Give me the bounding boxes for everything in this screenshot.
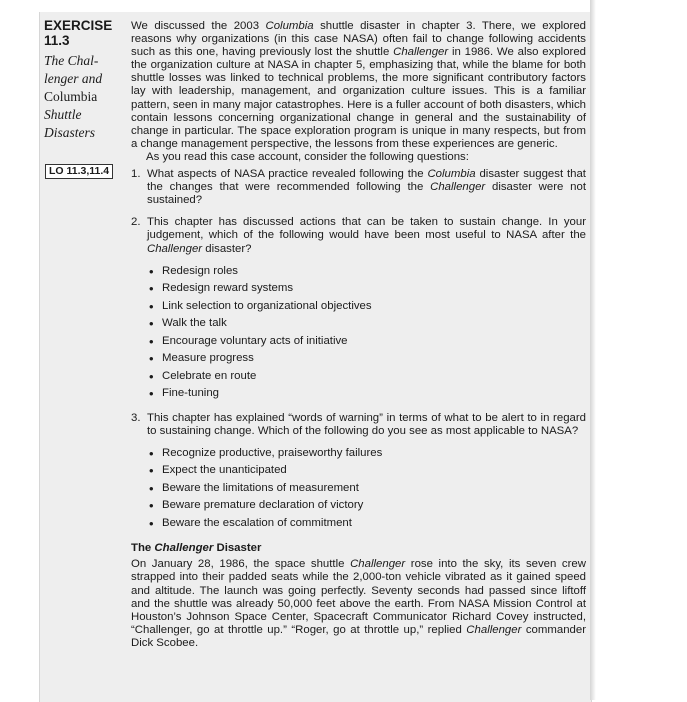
question-number: 3. (131, 411, 141, 424)
option-text: Encourage voluntary acts of initiative (162, 334, 348, 347)
title-line: Columbia (44, 89, 98, 104)
intro-prompt: As you read this case account, consider the following questions: (146, 150, 469, 163)
list-item (147, 462, 586, 480)
question-item (131, 216, 586, 402)
text-run: shuttle disaster in chapter 3. There, we explored reasons why organizations (in this case NASA) often fail to change following accidents such as this one, having previously lost the shuttle (131, 20, 586, 59)
section-heading (131, 542, 586, 555)
bullet: • (149, 386, 154, 402)
list-item (147, 298, 586, 316)
bullet: • (149, 368, 154, 384)
question-item (131, 168, 586, 207)
text-run: disaster? (202, 242, 252, 255)
text-run: commander Dick Scobee. (131, 623, 586, 649)
list-item (147, 385, 586, 403)
title-line: Disasters (44, 125, 96, 140)
text-run: We discussed the 2003 (131, 20, 266, 32)
bullet: • (149, 281, 154, 297)
list-item (147, 315, 586, 333)
bullet: • (149, 515, 154, 531)
text-run: Challenger (466, 623, 522, 636)
option-text: Walk the talk (162, 317, 227, 330)
text-run: This chapter has discussed actions that can be taken to sustain change. In your judgement, which of the following would have been most useful to NASA after the (147, 216, 586, 242)
bullet: • (149, 351, 154, 367)
title-word: and (81, 71, 103, 86)
option-list (147, 263, 586, 403)
text-run: What aspects of NASA practice revealed following the (147, 168, 428, 181)
list-item (147, 445, 586, 463)
option-text: Beware the escalation of commitment (162, 516, 352, 529)
option-text: Celebrate en route (162, 369, 257, 382)
question-number: 1. (131, 168, 141, 181)
list-item (147, 350, 586, 368)
option-text: Redesign reward systems (162, 282, 294, 295)
option-text: Beware premature declaration of victory (162, 499, 364, 512)
learning-objective-badge: LO 11.3,11.4 (45, 164, 113, 179)
text-run: Challenger (430, 181, 486, 194)
text-run: Challenger (393, 46, 449, 59)
option-text: Fine-tuning (162, 387, 219, 400)
bullet: • (149, 298, 154, 314)
bullet: • (149, 463, 154, 479)
exercise-number: 11.3 (44, 33, 70, 48)
text-run: Columbia (265, 20, 314, 32)
list-item (147, 368, 586, 386)
text-run: Disaster (213, 542, 262, 555)
text-run: rose into the sky, its seven crew strapped into their padded seats while the 2,000-ton vehicle vibrated as it gained speed and altitude. The launch was going perfectly. Seventy seconds had passed since liftoff and the shuttle was already 50,000 feet above the earth. From NASA Mission Control at Houston’s Johnson Space Center, Spacecraft Communicator Richard Covey instructed, “Challenger, go at throttle up.” “Roger, go at throttle up,” replied (131, 558, 586, 636)
title-line: Shuttle (44, 107, 82, 122)
text-run: On January 28, 1986, the space shuttle (131, 558, 351, 571)
bullet: • (149, 263, 154, 279)
bullet: • (149, 498, 154, 514)
bullet: • (149, 316, 154, 332)
option-text: Recognize productive, praiseworthy failures (162, 446, 383, 459)
option-text: Link selection to organizational objectives (162, 299, 372, 312)
text-run: Challenger (154, 542, 214, 555)
title-word: lenger (44, 71, 79, 86)
title-line: The Chal- (44, 53, 99, 68)
exercise-title (44, 52, 126, 142)
list-item (147, 263, 586, 281)
page-edge-shadow (590, 0, 596, 700)
text-run: disaster were not sustained? (147, 181, 586, 207)
question-list (131, 168, 586, 532)
text-run: The (131, 542, 155, 555)
section-paragraph (131, 558, 586, 650)
title-line (44, 70, 126, 88)
text-run: in 1986. We also explored the organization culture at NASA in chapter 5, emphasizing that, while the blame for both shuttle losses was linked to technical problems, the more significant contributory factors lay with leadership, management, and organization culture issues. This is a familiar pattern, seen in many major catastrophes. Here is a fuller account of both disasters, which contain lessons concerning organizational change in general and the sustainability of change in particular. The space exploration program is unique in many respects, but from a change management perspective, the lessons from these experiences are generic. (131, 46, 586, 150)
list-item (147, 333, 586, 351)
option-text: Redesign roles (162, 264, 238, 277)
bullet: • (149, 480, 154, 496)
list-item (147, 497, 586, 515)
option-text: Expect the unanticipated (162, 464, 287, 477)
bullet: • (149, 333, 154, 349)
option-text: Measure progress (162, 352, 254, 365)
bullet: • (149, 445, 154, 461)
list-item (147, 515, 586, 533)
option-list (147, 445, 586, 533)
question-item (131, 412, 586, 533)
question-number: 2. (131, 216, 141, 229)
list-item (147, 280, 586, 298)
text-run: Challenger (350, 558, 406, 571)
exercise-sidebar (44, 18, 126, 142)
intro-paragraph (131, 20, 586, 151)
text-run: Columbia (427, 168, 476, 181)
text-run: Challenger (147, 242, 203, 255)
text-run: disaster suggest that the changes that were recommended following the (147, 168, 586, 194)
exercise-label: EXERCISE (44, 18, 113, 33)
option-text: Beware the limitations of measurement (162, 481, 359, 494)
exercise-body (131, 20, 586, 650)
text-run: This chapter has explained “words of warning” in terms of what to be alert to in regard to sustaining change. Which of the following do you see as most applicable to NASA? (147, 411, 586, 437)
list-item (147, 480, 586, 498)
